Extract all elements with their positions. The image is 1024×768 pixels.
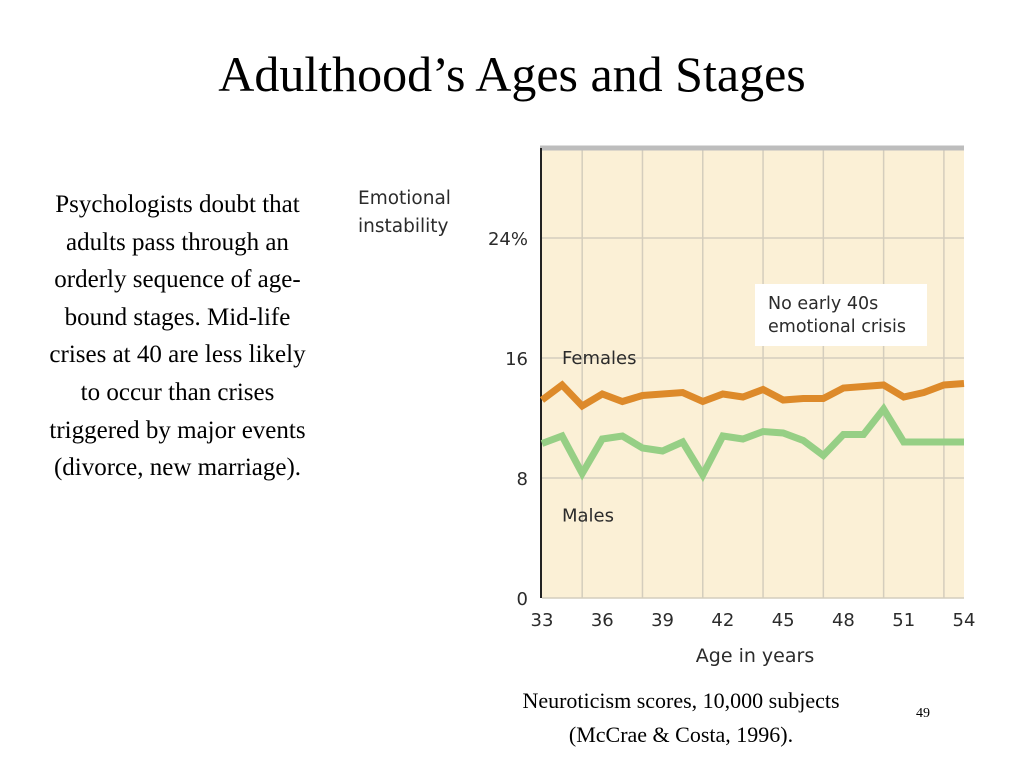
figure-caption (440, 684, 922, 752)
slide-number: 49 (916, 706, 930, 721)
caption-line-1: Neuroticism scores, 10,000 subjects (522, 688, 840, 713)
y-tick-label: 24% (487, 229, 528, 250)
x-tick-label: 54 (952, 610, 976, 631)
body-text: Psychologists doubt that adults pass through an orderly sequence of age-bound stages. Mid-life crises at 40 are less likely to occur than crises triggered by major events (divorce, new marriage). (49, 191, 306, 482)
x-tick-label: 39 (651, 610, 675, 631)
females-series-label: Females (562, 348, 637, 369)
caption-line-2: (McCrae & Costa, 1996). (568, 722, 794, 747)
x-tick-label: 51 (892, 610, 916, 631)
males-series-label: Males (562, 505, 615, 527)
y-tick-label: 0 (516, 589, 528, 610)
x-tick-label: 36 (590, 610, 614, 631)
plot-background (542, 148, 964, 598)
y-tick-label: 16 (505, 349, 528, 370)
x-tick-label: 45 (771, 610, 795, 631)
x-tick-label: 48 (831, 610, 855, 631)
x-tick-label: 42 (711, 610, 735, 631)
y-axis-label-line2: instability (358, 216, 449, 237)
y-axis-label-line1: Emotional (358, 188, 451, 209)
annotation-line1: No early 40s (768, 294, 879, 314)
x-axis-label: Age in years (695, 645, 815, 667)
slide-title: Adulthood’s Ages and Stages (218, 46, 806, 102)
annotation-line2: emotional crisis (768, 317, 906, 337)
x-tick-label: 33 (530, 610, 554, 631)
y-tick-label: 8 (516, 469, 528, 490)
